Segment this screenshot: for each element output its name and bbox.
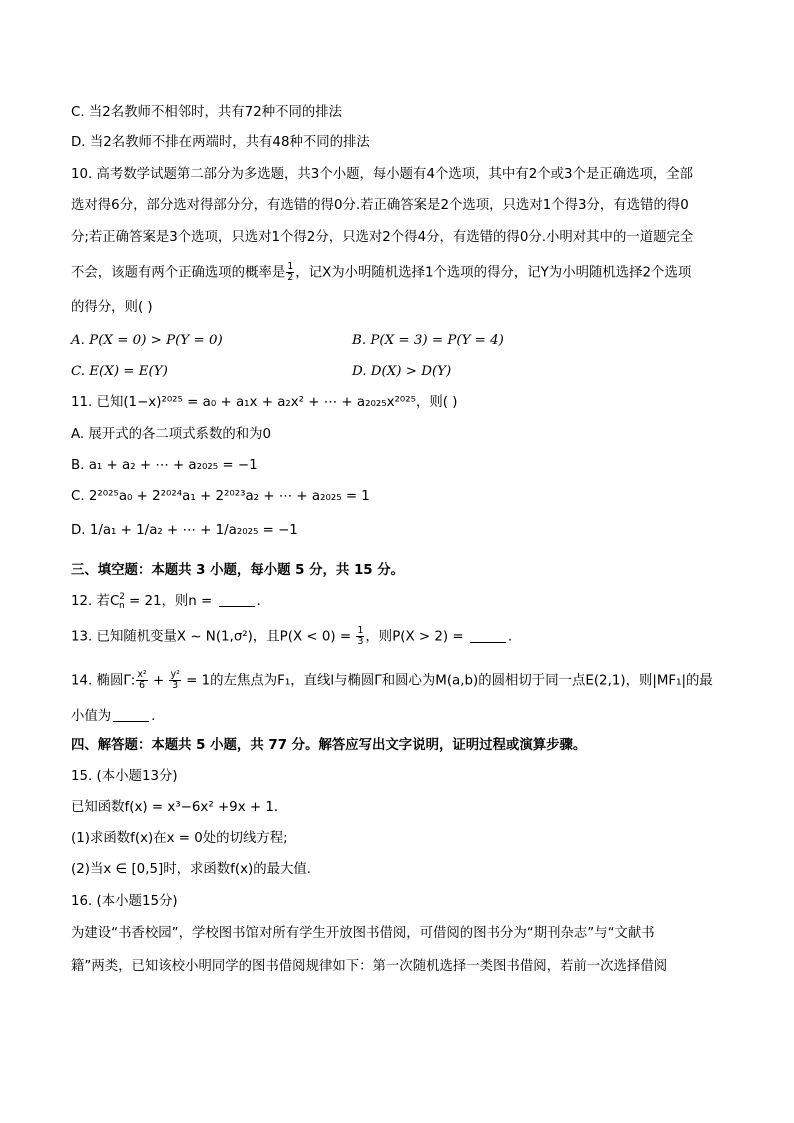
q11-option-c: C. 2²⁰²⁵a₀ + 2²⁰²⁴a₁ + 2²⁰²³a₂ + ⋯ + a₂₀₂₅ = 1	[71, 489, 370, 504]
q10-stem-line1: 10. 高考数学试题第二部分为多选题，共3个小题，每小题有4个选项，其中有2个或3个是正确选项，全部	[71, 167, 694, 182]
q11-stem: 11. 已知(1−x)²⁰²⁵ = a₀ + a₁x + a₂x² + ⋯ + a₂₀₂₅x²⁰²⁵，则( )	[71, 395, 458, 410]
q10-text-b: ，记X为小明随机选择1个选项的得分，记Y为小明随机选择2个选项	[295, 265, 692, 281]
q12-stem: 12. 若$C^2_n = 21$，则n = .	[71, 592, 261, 611]
q14-answer-blank[interactable]	[113, 707, 149, 722]
q10-option-c: C. E(X) = E(Y)	[71, 364, 168, 379]
q12-answer-blank[interactable]	[219, 592, 255, 607]
q13-answer-blank[interactable]	[470, 628, 506, 643]
q15-stem: 已知函数f(x) = x³−6x² +9x + 1.	[71, 800, 279, 815]
q16-stem-line1: 为建设“书香校园”，学校图书馆对所有学生开放图书借阅，可借阅的图书分为“期刊杂志”与“文献书	[71, 926, 655, 941]
q13-fraction: $\frac{1}{3}$	[357, 625, 364, 647]
q10-text-a: 不会，该题有两个正确选项的概率是	[71, 265, 286, 281]
q10-option-d: D. D(X) > D(Y)	[352, 364, 452, 379]
q10-option-a: A. P(X = 0) > P(Y = 0)	[71, 333, 223, 348]
q15-title: 15. (本小题13分)	[71, 769, 178, 784]
section4-heading: 四、解答题：本题共 5 小题，共 77 分。解答应写出文字说明，证明过程或演算步骤。	[71, 738, 587, 753]
q11-option-b: B. a₁ + a₂ + ⋯ + a₂₀₂₅ = −1	[71, 458, 258, 473]
q10-stem-line3: 分;若正确答案是3个选项，只选对1个得2分，只选对2个得4分，有选错的得0分.小明对其中的一道题完全	[71, 230, 694, 245]
q10-fraction	[286, 262, 294, 283]
q9-option-d: D. 当2名教师不排在两端时，共有48种不同的排法	[71, 135, 370, 150]
q10-frac-num: 1	[287, 261, 294, 272]
q15-part2: (2)当x ∈ [0,5]时，求函数f(x)的最大值.	[71, 862, 312, 877]
q11-option-a: A. 展开式的各二项式系数的和为0	[71, 427, 272, 442]
q11-option-d: D. 1/a₁ + 1/a₂ + ⋯ + 1/a₂₀₂₅ = −1	[71, 523, 298, 538]
q10-stem-line5: 的得分，则( )	[71, 300, 153, 315]
q14-fraction-y: $\frac{\text{y²}}{3}$	[170, 669, 180, 691]
q13-stem: 13. 已知随机变量X ~ N(1,σ²)，且P(X < 0) = $\frac{1}{3}$ ，则P(X > 2) = .	[71, 625, 513, 647]
q14-stem-line1: 14. 椭圆Γ: $\frac{\text{x²}}{6}$ + $\frac{\text{y²}}{3}$ = 1的左焦点为F₁，直线l与椭圆Γ和圆心为M(a,b)的圆相切于同一点E(2,1)，则|MF₁|的最	[71, 669, 713, 691]
q10-stem-line2: 选对得6分，部分选对得部分分，有选错的得0分.若正确答案是2个选项，只选对1个得3分，有选错的得0	[71, 198, 689, 213]
q10-option-b: B. P(X = 3) = P(Y = 4)	[352, 333, 504, 348]
q15-part1: (1)求函数f(x)在x = 0处的切线方程;	[71, 831, 288, 846]
q16-title: 16. (本小题15分)	[71, 894, 178, 909]
q9-option-c: C. 当2名教师不相邻时，共有72种不同的排法	[71, 105, 343, 120]
section3-heading: 三、填空题：本题共 3 小题，每小题 5 分，共 15 分。	[71, 563, 405, 578]
q10-stem-line4	[71, 262, 734, 284]
q10-frac-den: 2	[287, 272, 294, 283]
q14-stem-line2: 小值为 .	[71, 709, 156, 724]
q16-stem-line2: 籍”两类，已知该校小明同学的图书借阅规律如下：第一次随机选择一类图书借阅，若前一次选择借阅	[71, 959, 668, 974]
q14-fraction-x: $\frac{\text{x²}}{6}$	[137, 669, 147, 691]
